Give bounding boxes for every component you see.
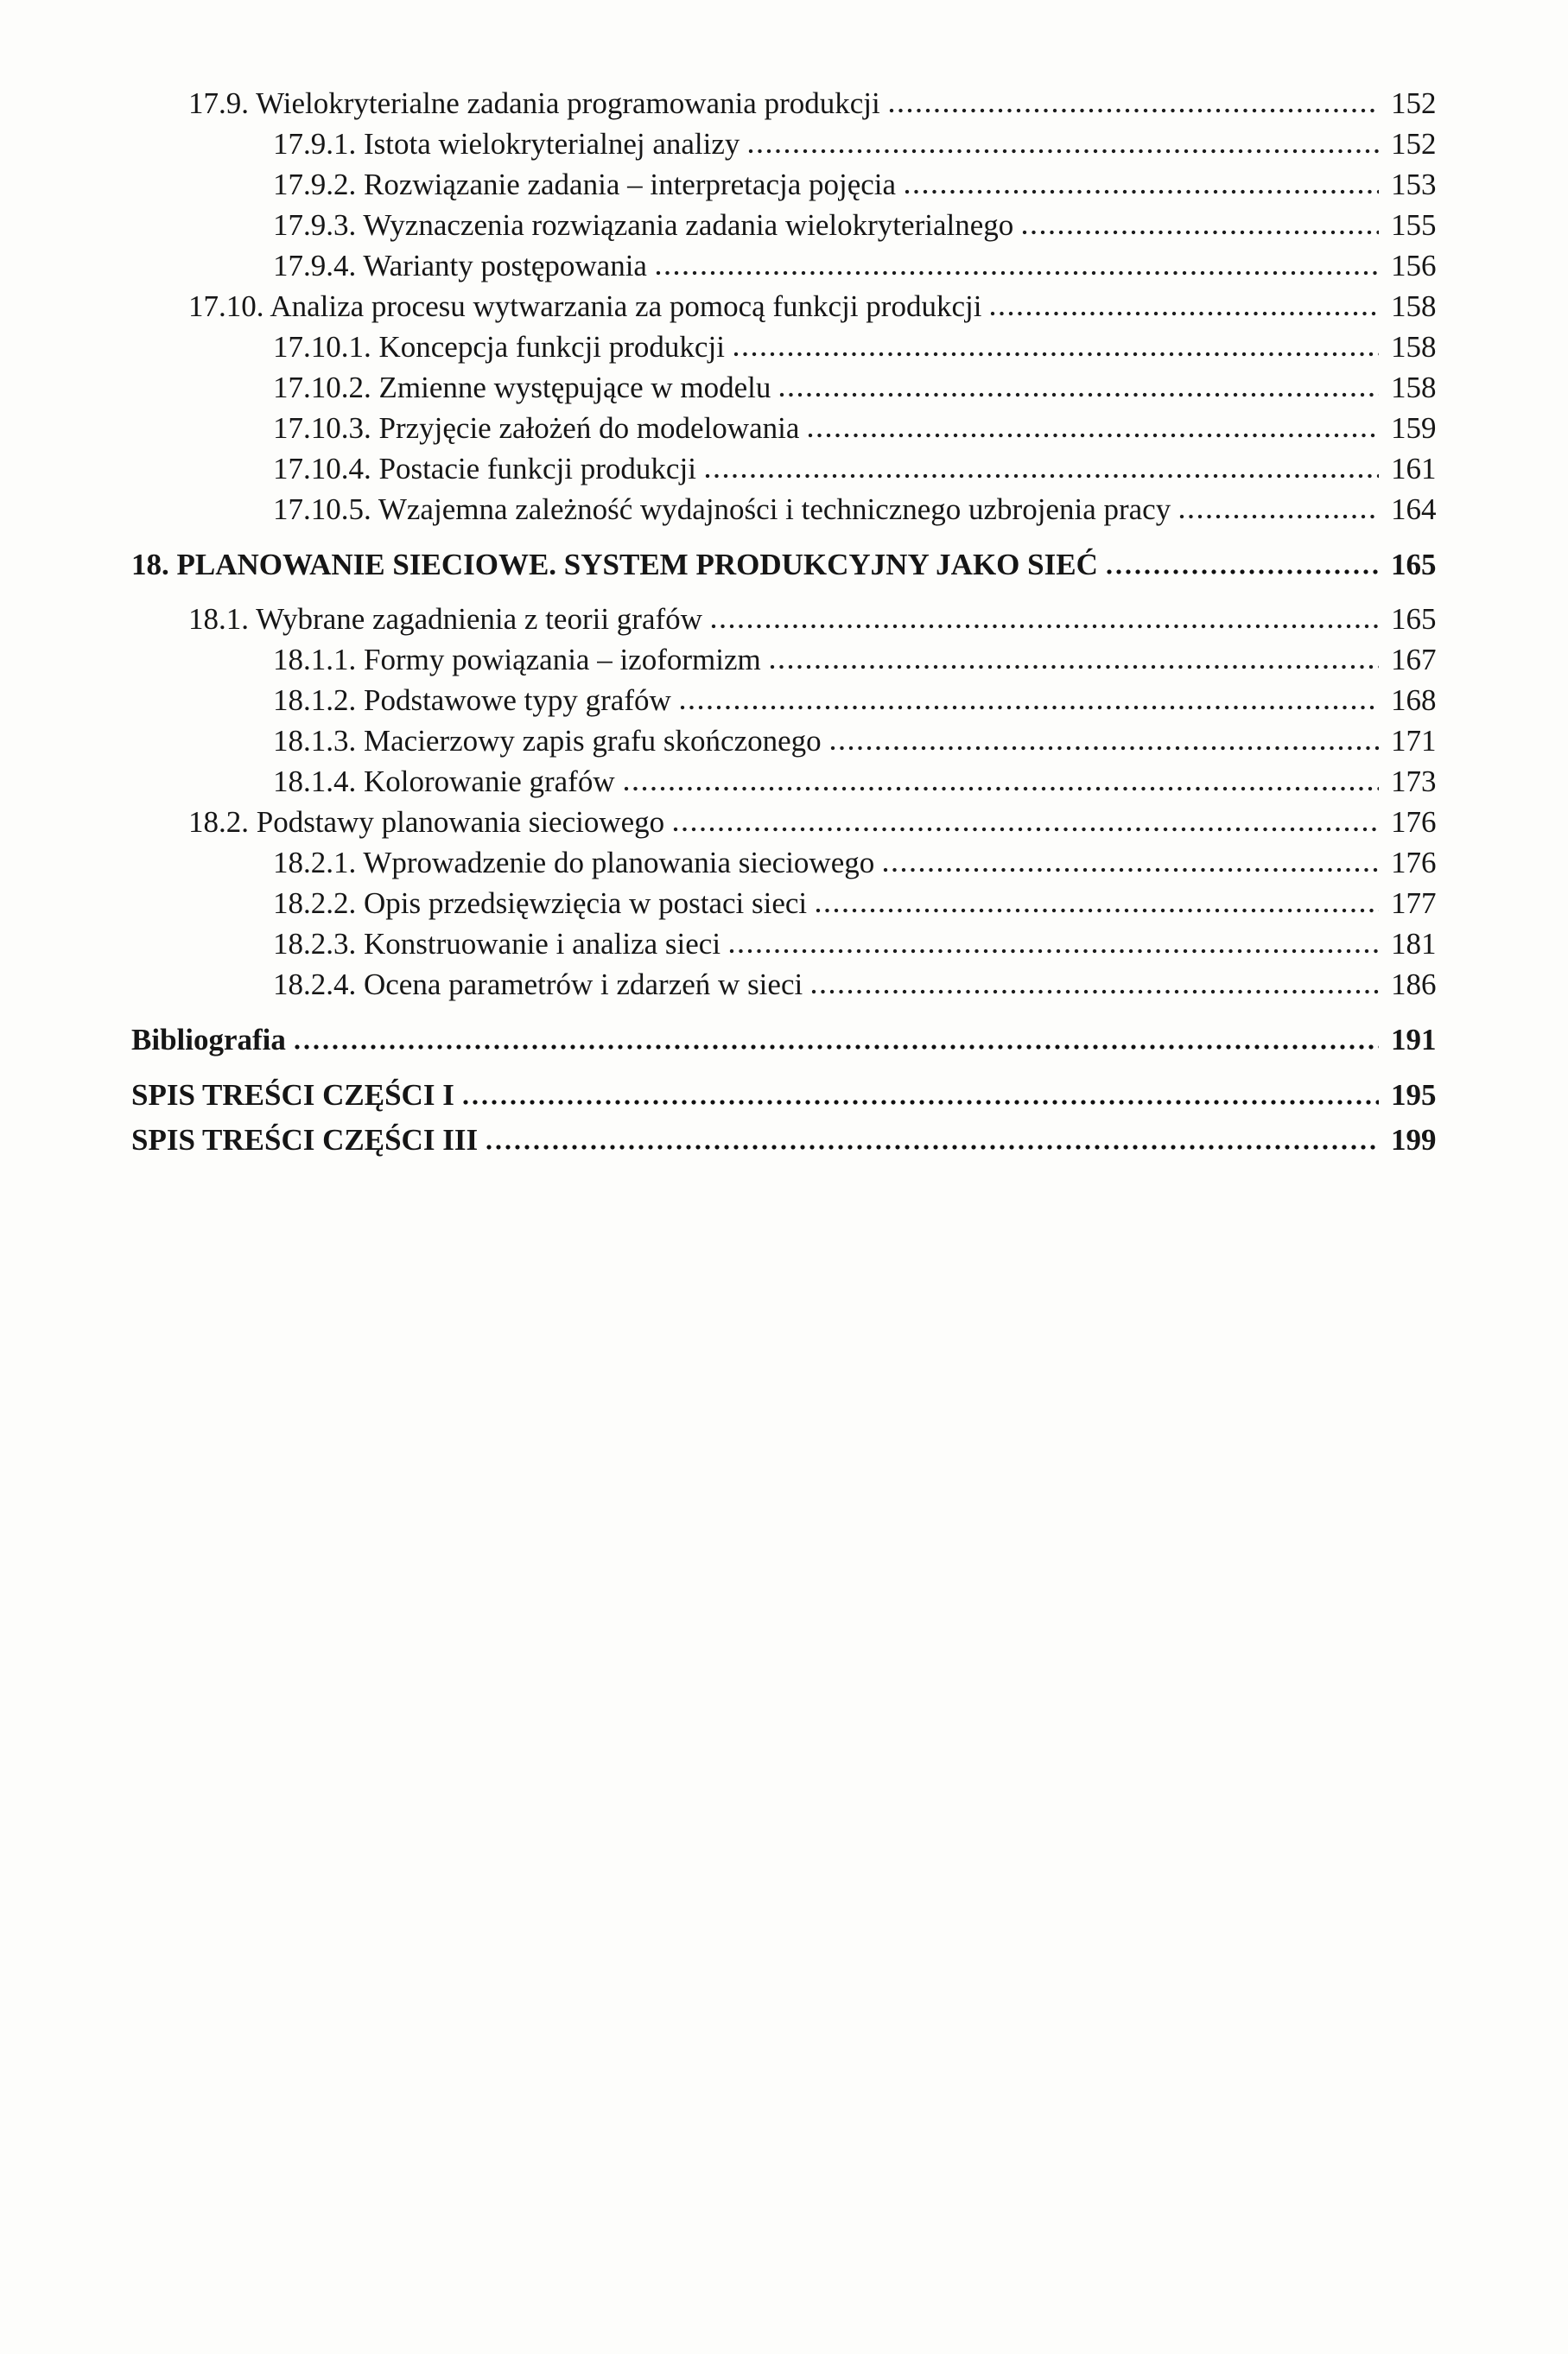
toc-entry-text: 18.1.3. Macierzowy zapis grafu skończonego [273,724,822,758]
toc-entry [0,720,1451,761]
dot-leader [905,189,1379,194]
toc-entry-page: 199 [1391,1123,1437,1157]
toc-entry-page: 168 [1391,683,1437,717]
toc-entry [0,83,1451,124]
dot-leader [680,705,1379,710]
dot-leader [656,270,1379,276]
dot-leader [808,433,1379,438]
toc-entry [0,408,1451,448]
toc-entry-page: 165 [1391,602,1437,636]
toc-entry-page: 165 [1391,548,1437,581]
toc-entry [0,544,1451,585]
toc-entry-page: 186 [1391,968,1437,1001]
toc-entry [0,680,1451,720]
toc-entry-page: 153 [1391,168,1437,201]
toc-entry-page: 161 [1391,452,1437,485]
dot-leader [748,149,1379,154]
toc-entry-text: 18.1.4. Kolorowanie grafów [273,765,615,798]
dot-leader [816,908,1379,913]
toc-entry-text: 18.2.2. Opis przedsięwzięcia w postaci sieci [273,886,808,920]
toc-entry [0,205,1451,245]
toc-entry [0,842,1451,883]
toc-entry-text: 18.1. Wybrane zagadnienia z teorii grafów [188,602,702,636]
toc-entry-page: 158 [1391,371,1437,404]
toc-entry-page: 158 [1391,289,1437,323]
toc-entry [0,802,1451,842]
dot-leader [705,473,1379,479]
dot-leader [1022,230,1379,235]
toc-entry-page: 191 [1391,1023,1437,1056]
toc-entry-page: 155 [1391,208,1437,242]
dot-leader [1107,569,1379,574]
toc-entry [0,367,1451,408]
dot-leader [673,827,1379,832]
toc-entry [0,124,1451,164]
toc-entry-text: 17.10.3. Przyjęcie założeń do modelowania [273,411,800,445]
toc-entry-text: 17.9.2. Rozwiązanie zadania – interpretacja pojęcia [273,168,897,201]
toc-entry-text: 18.2. Podstawy planowania sieciowego [188,805,665,839]
dot-leader [770,664,1379,669]
toc-entry [0,599,1451,639]
toc-entry [0,1019,1451,1060]
toc-entry-text: 17.10.5. Wzajemna zależność wydajności i technicznego uzbrojenia pracy [273,492,1171,526]
dot-leader [733,352,1379,357]
toc-entry [0,448,1451,489]
dot-leader [624,786,1379,791]
toc-entry-text: 17.9. Wielokryterialne zadania programowania produkcji [188,86,880,120]
toc-entry-page: 152 [1391,86,1437,120]
toc-entry-text: 17.10. Analiza procesu wytwarzania za pomocą funkcji produkcji [188,289,982,323]
dot-leader [486,1145,1379,1150]
dot-leader [883,867,1379,872]
toc-entry [0,639,1451,680]
toc-entry-page: 177 [1391,886,1437,920]
toc-entry [0,1120,1451,1160]
toc-entry-text: 17.10.1. Koncepcja funkcji produkcji [273,330,725,364]
dot-leader [295,1044,1379,1050]
toc-entry [0,1075,1451,1115]
toc-entry-page: 195 [1391,1078,1437,1112]
dot-leader [1179,514,1379,519]
dot-leader [729,949,1379,954]
toc-entry [0,964,1451,1005]
toc-entry [0,286,1451,327]
dot-leader [711,624,1379,629]
toc-entry-page: 158 [1391,330,1437,364]
toc-entry [0,245,1451,286]
dot-leader [990,311,1379,316]
toc-entry-page: 159 [1391,411,1437,445]
toc-entry-page: 176 [1391,846,1437,879]
toc-entry [0,923,1451,964]
toc-entry-text: 17.10.2. Zmienne występujące w modelu [273,371,771,404]
toc-entry [0,883,1451,923]
toc-entry-page: 152 [1391,127,1437,161]
toc-entry-text: 18.2.4. Ocena parametrów i zdarzeń w sieci [273,968,803,1001]
toc-entry-text: 17.9.3. Wyznaczenia rozwiązania zadania wielokryterialnego [273,208,1014,242]
toc-entry-page: 167 [1391,643,1437,676]
toc-entry-text: SPIS TREŚCI CZĘŚCI I [131,1078,454,1112]
toc-entry-text: 17.10.4. Postacie funkcji produkcji [273,452,696,485]
toc-entry-text: 17.9.1. Istota wielokryterialnej analizy [273,127,740,161]
toc-entry-text: Bibliografia [131,1023,286,1056]
dot-leader [830,746,1379,751]
toc-entry-page: 171 [1391,724,1437,758]
toc-list [0,83,1451,1160]
toc-entry [0,489,1451,530]
toc-entry-page: 176 [1391,805,1437,839]
toc-entry-page: 173 [1391,765,1437,798]
toc-entry [0,164,1451,205]
toc-entry-text: 18.1.1. Formy powiązania – izoformizm [273,643,761,676]
toc-entry-text: SPIS TREŚCI CZĘŚCI III [131,1123,479,1157]
dot-leader [779,392,1379,397]
toc-entry-text: 18.2.3. Konstruowanie i analiza sieci [273,927,721,961]
toc-entry-page: 156 [1391,249,1437,282]
toc-entry [0,327,1451,367]
dot-leader [811,989,1379,994]
toc-entry-text: 17.9.4. Warianty postępowania [273,249,647,282]
toc-entry-text: 18.1.2. Podstawowe typy grafów [273,683,671,717]
toc-entry-page: 181 [1391,927,1437,961]
toc-entry-text: 18. PLANOWANIE SIECIOWE. SYSTEM PRODUKCYJNY JAKO SIEĆ [131,548,1098,581]
toc-entry-text: 18.2.1. Wprowadzenie do planowania sieciowego [273,846,875,879]
dot-leader [889,108,1379,113]
toc-entry [0,761,1451,802]
dot-leader [463,1100,1379,1105]
toc-entry-page: 164 [1391,492,1437,526]
